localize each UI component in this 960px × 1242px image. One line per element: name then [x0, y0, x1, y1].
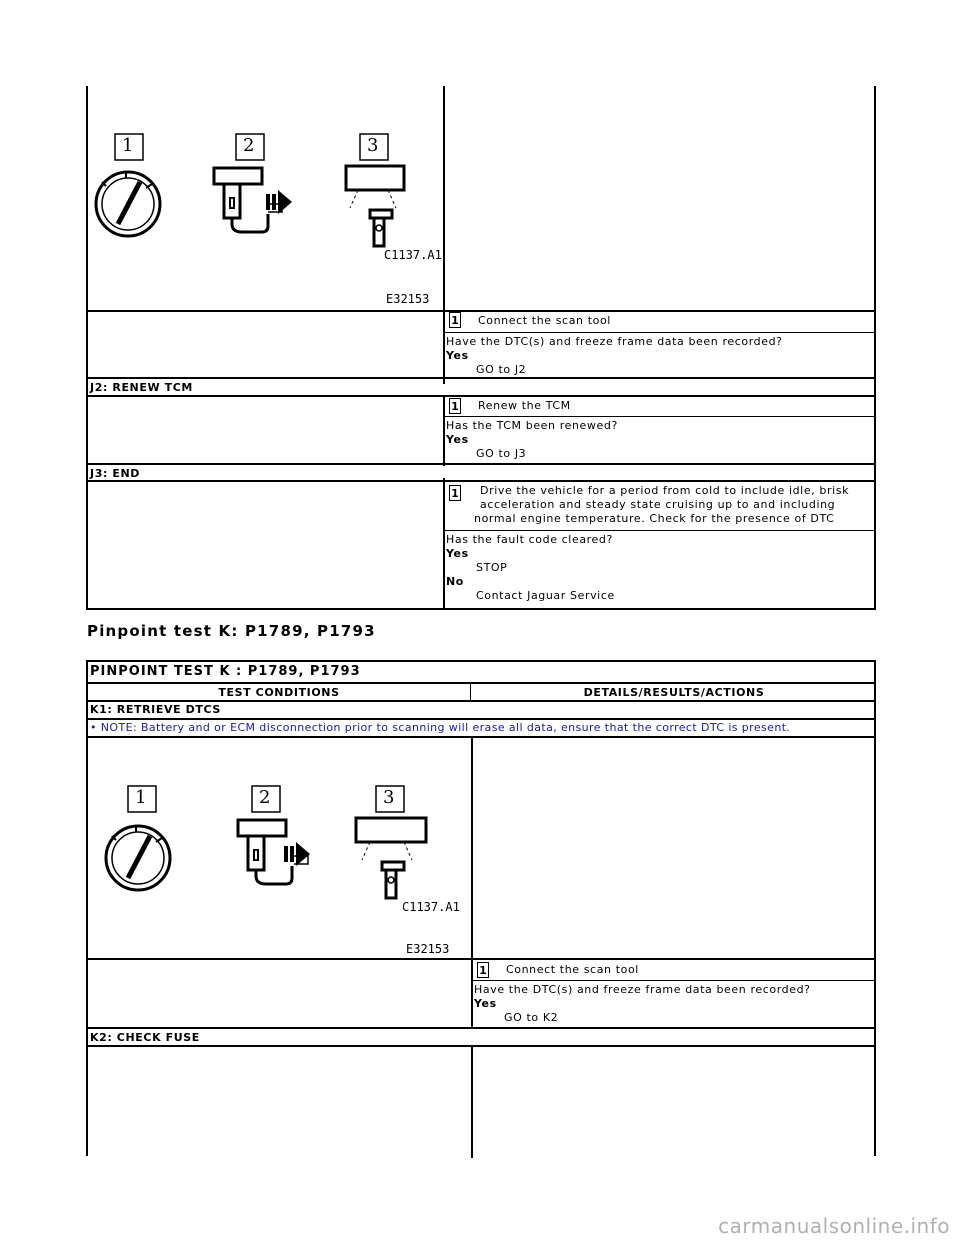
- figure-code-label: C1137.A1: [384, 248, 442, 262]
- figure-callout-3: 3: [383, 787, 395, 808]
- question-text: Have the DTC(s) and freeze frame data been recorded? Yes GO to K2: [474, 983, 811, 1024]
- step-text: Connect the scan tool: [478, 314, 611, 327]
- figure-code-label: C1137.A1: [402, 900, 460, 914]
- pinpoint-test-j-table: [86, 86, 876, 610]
- step-title: K1: RETRIEVE DTCS: [90, 703, 221, 716]
- figure-callout-2: 2: [259, 787, 271, 808]
- step-number: 1: [449, 312, 461, 328]
- step-number: 1: [449, 485, 461, 501]
- question-text: Has the TCM been renewed? Yes GO to J3: [446, 419, 618, 460]
- table-title: PINPOINT TEST K : P1789, P1793: [90, 664, 361, 679]
- action-link: Contact Jaguar Service: [476, 589, 615, 602]
- figure-callout-1: 1: [122, 135, 134, 156]
- action-link: GO to J3: [476, 447, 527, 460]
- figure-callout-3: 3: [367, 135, 379, 156]
- figure-id-label: E32153: [406, 942, 450, 956]
- step-text: Renew the TCM: [478, 399, 571, 412]
- step-number: 1: [477, 962, 489, 978]
- scan-tool-connection-figure: [88, 86, 443, 310]
- action-link: GO to K2: [504, 1011, 559, 1024]
- question-text: Has the fault code cleared? Yes STOP No Contact Jaguar Service: [446, 533, 615, 602]
- figure-id-label: E32153: [386, 292, 430, 306]
- step-title: J2: RENEW TCM: [90, 381, 193, 394]
- figure-callout-1: 1: [135, 787, 147, 808]
- section-heading: Pinpoint test K: P1789, P1793: [87, 622, 376, 640]
- scan-tool-connection-figure: [88, 736, 471, 958]
- note-text: • NOTE: Battery and or ECM disconnection prior to scanning will erase all data, ensure that the correct DTC is present.: [90, 721, 791, 734]
- figure-callout-2: 2: [243, 135, 255, 156]
- step-title: K2: CHECK FUSE: [90, 1031, 200, 1044]
- footer-watermark: carmanualsonline.info: [718, 1214, 950, 1238]
- step-number: 1: [449, 398, 461, 414]
- action-link: GO to J2: [476, 363, 527, 376]
- question-text: Have the DTC(s) and freeze frame data been recorded? Yes GO to J2: [446, 335, 783, 376]
- column-header-details: DETAILS/RESULTS/ACTIONS: [583, 686, 765, 699]
- pinpoint-test-k-table: [86, 660, 876, 1156]
- step-text: Drive the vehicle for a period from cold to include idle, brisk acceleration and steady state cruising up to and including normal engine temperature. Check for the presence of DTC: [474, 484, 850, 525]
- column-header-test-conditions: TEST CONDITIONS: [218, 686, 340, 699]
- step-text: Connect the scan tool: [506, 963, 639, 976]
- step-title: J3: END: [90, 467, 141, 480]
